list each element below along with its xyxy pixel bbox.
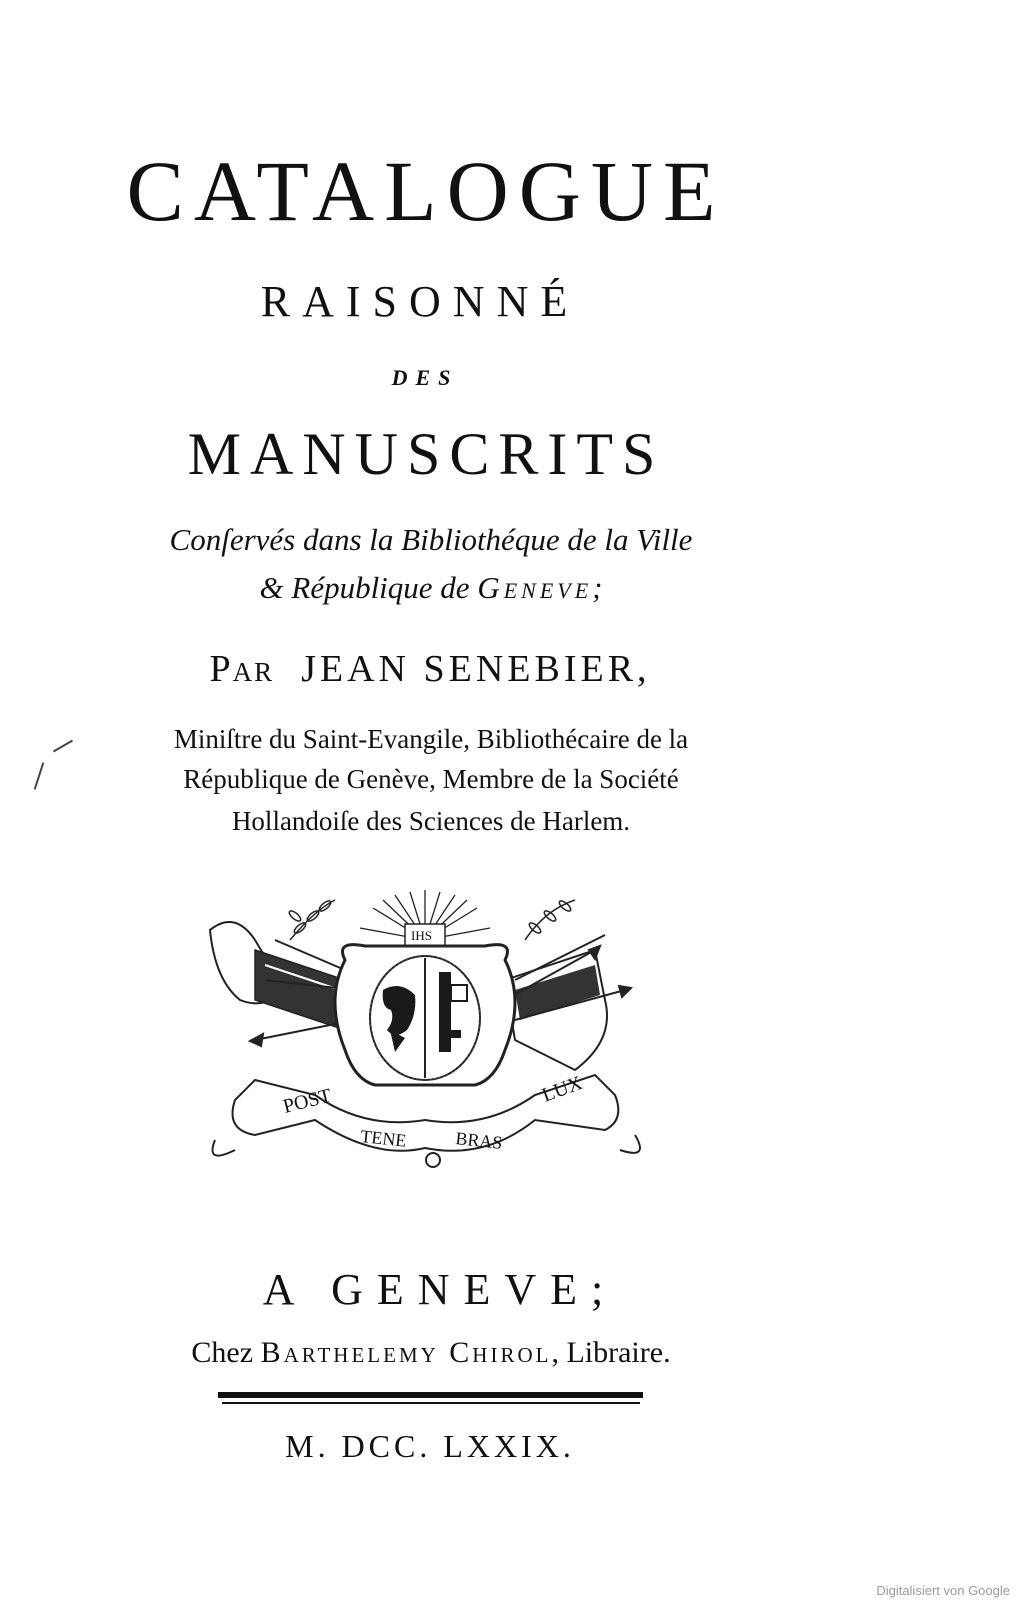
double-rule-thin	[222, 1402, 640, 1404]
book-title-manuscrits: MANUSCRITS	[187, 421, 665, 487]
subtitle-line-1: Conſervés dans la Bibliothéque de la Ville	[169, 522, 693, 557]
imprint-city-name: A GENEVE	[262, 1265, 592, 1314]
emblem-graphic	[195, 880, 655, 1180]
imprint-city-suffix: ;	[591, 1265, 618, 1314]
digitization-credit: Digitalisiert von Google	[876, 1583, 1010, 1598]
author-name: JEAN SENEBIER,	[301, 648, 651, 690]
ink-mark	[53, 740, 73, 753]
laurel-left-icon	[288, 899, 335, 940]
book-title-raisonne: RAISONNÉ	[260, 277, 580, 326]
imprint-publisher	[86, 1338, 776, 1368]
author-line	[130, 650, 730, 688]
book-title: CATALOGUE	[126, 143, 726, 239]
monogram: IHS	[411, 928, 432, 943]
ink-mark	[34, 762, 45, 789]
publisher-suffix: , Libraire.	[551, 1336, 671, 1369]
motto-left: POST	[280, 1084, 334, 1118]
subtitle-city: Geneve	[477, 570, 593, 605]
book-title-des: DES	[391, 365, 459, 390]
author-prefix: Par	[209, 648, 275, 690]
publisher-prefix: Chez	[191, 1336, 261, 1369]
subtitle-line-2-suffix: ;	[592, 570, 603, 605]
imprint-date: M. DCC. LXXIX.	[285, 1428, 575, 1464]
subtitle-line-2	[86, 572, 776, 603]
double-rule	[218, 1392, 643, 1398]
credentials-line-1: Miniſtre du Saint-Evangile, Bibliothécaire de la	[173, 724, 689, 754]
motto-right: LUX	[539, 1071, 586, 1107]
credentials-line-2: République de Genève, Membre de la Société	[183, 764, 679, 794]
credentials-line-3: Hollandoiſe des Sciences de Harlem.	[231, 806, 631, 836]
publisher-name: Barthelemy Chirol	[260, 1336, 552, 1369]
laurel-right-icon	[525, 899, 575, 940]
motto-mid2: BRAS	[454, 1128, 504, 1153]
subtitle-line-2-prefix: & République de	[259, 570, 478, 605]
printers-emblem	[195, 880, 655, 1180]
motto-mid1: TENE	[359, 1126, 408, 1151]
imprint-city	[230, 1265, 650, 1314]
